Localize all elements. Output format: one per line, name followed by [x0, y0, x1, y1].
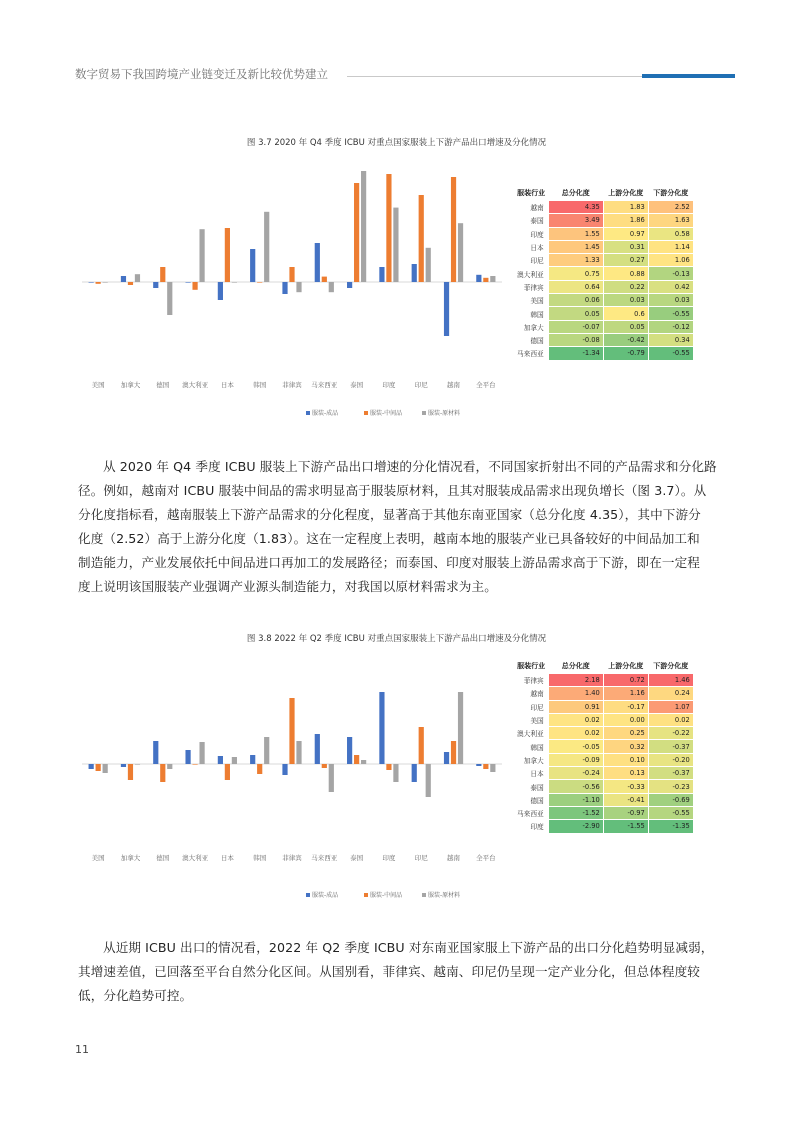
bar-1-7: [282, 282, 287, 294]
category-label: 马来西亚: [311, 854, 338, 862]
bar-2-3: [160, 764, 165, 782]
cell-total: -1.34: [548, 347, 603, 360]
bar-2-13: [483, 278, 488, 282]
bar-2-2: [128, 282, 133, 285]
table-header-cell: 下游分化度: [648, 659, 693, 674]
bar-3-10: [393, 208, 398, 282]
row-country: 澳大利亚: [514, 727, 548, 740]
bar-2-5: [225, 228, 230, 282]
cell-down: 0.03: [648, 294, 693, 307]
cell-up: 0.31: [603, 240, 648, 253]
table-row: [514, 333, 693, 346]
table-header-row: [514, 659, 693, 674]
cell-total: -1.10: [548, 793, 603, 806]
bar-3-2: [135, 274, 140, 282]
bar-2-11: [419, 195, 424, 282]
bar-2-12: [451, 741, 456, 764]
row-country: 印度: [514, 227, 548, 240]
category-label: 澳大利亚: [182, 381, 209, 389]
bar-3-4: [199, 742, 204, 764]
cell-total: 0.02: [548, 713, 603, 726]
bar-1-4: [185, 282, 190, 283]
cell-total: 0.02: [548, 727, 603, 740]
cell-up: 0.03: [603, 294, 648, 307]
cell-total: -0.07: [548, 320, 603, 333]
row-country: 加拿大: [514, 753, 548, 766]
cell-up: 1.86: [603, 214, 648, 227]
table-header-cell: 上游分化度: [603, 659, 648, 674]
cell-up: -0.17: [603, 700, 648, 713]
figure2-chart: [78, 662, 508, 924]
category-label: 印度: [382, 381, 396, 389]
legend-label-1: 服装-成品: [312, 410, 339, 417]
cell-down: 1.07: [648, 700, 693, 713]
table-row: [514, 201, 693, 214]
cell-down: -0.20: [648, 753, 693, 766]
table-row: [514, 820, 693, 833]
table-header-cell: 上游分化度: [603, 186, 648, 201]
cell-up: 0.72: [603, 674, 648, 687]
legend-swatch-3: [422, 411, 426, 415]
bar-3-12: [458, 223, 463, 282]
legend-swatch-3: [422, 893, 426, 897]
bar-1-9: [347, 282, 352, 288]
bar-1-5: [218, 756, 223, 764]
row-country: 印尼: [514, 254, 548, 267]
cell-down: -0.23: [648, 780, 693, 793]
table-row: [514, 753, 693, 766]
table-row: [514, 767, 693, 780]
cell-down: -0.22: [648, 727, 693, 740]
row-country: 韩国: [514, 740, 548, 753]
table-row: [514, 713, 693, 726]
table-row: [514, 280, 693, 293]
cell-total: 0.91: [548, 700, 603, 713]
bar-1-8: [315, 734, 320, 764]
table-row: [514, 320, 693, 333]
category-label: 日本: [220, 381, 234, 389]
bar-2-1: [96, 764, 101, 771]
table-row: [514, 674, 693, 687]
bar-2-7: [289, 267, 294, 282]
cell-up: -1.55: [603, 820, 648, 833]
paragraph-line: 分化度指标看，越南服装上下游产品需求的分化程度，显著高于其他东南亚国家（总分化度 4.35），其中下游分: [78, 507, 701, 522]
legend-swatch-2: [364, 411, 368, 415]
cell-down: 2.52: [648, 201, 693, 214]
category-label: 德国: [156, 854, 170, 862]
bar-1-1: [89, 764, 94, 769]
cell-up: 0.97: [603, 227, 648, 240]
bar-1-7: [282, 764, 287, 775]
category-label: 美国: [91, 854, 105, 862]
cell-down: -0.55: [648, 806, 693, 819]
bar-1-12: [444, 752, 449, 764]
bar-1-2: [121, 276, 126, 282]
bar-1-12: [444, 282, 449, 336]
category-label: 菲律宾: [282, 854, 302, 862]
cell-total: -0.05: [548, 740, 603, 753]
figure1-heat-table: [514, 186, 694, 361]
cell-down: 1.14: [648, 240, 693, 253]
row-country: 澳大利亚: [514, 267, 548, 280]
row-country: 越南: [514, 201, 548, 214]
row-country: 马来西亚: [514, 347, 548, 360]
bar-2-7: [289, 698, 294, 764]
bar-2-11: [419, 727, 424, 764]
bar-3-7: [296, 741, 301, 764]
row-country: 韩国: [514, 307, 548, 320]
bar-1-8: [315, 243, 320, 282]
table-row: [514, 294, 693, 307]
table-row: [514, 307, 693, 320]
cell-down: -1.35: [648, 820, 693, 833]
cell-up: 0.00: [603, 713, 648, 726]
category-label: 加拿大: [120, 381, 141, 389]
bar-2-3: [160, 267, 165, 282]
row-country: 德国: [514, 793, 548, 806]
header-accent-bar: [642, 74, 735, 78]
cell-total: 0.64: [548, 280, 603, 293]
row-country: 越南: [514, 687, 548, 700]
figure1-caption: 图 3.7 2020 年 Q4 季度 ICBU 对重点国家服装上下游产品出口增速及分化情况: [246, 138, 547, 148]
bar-2-1: [96, 282, 101, 284]
legend-swatch-2: [364, 893, 368, 897]
cell-up: -0.41: [603, 793, 648, 806]
row-country: 泰国: [514, 214, 548, 227]
bar-1-4: [185, 750, 190, 764]
bar-2-2: [128, 764, 133, 780]
bar-3-3: [167, 764, 172, 769]
paragraph-line: 径。例如，越南对 ICBU 服装中间品的需求明显高于服装原材料，且其对服装成品需求出现负增长（图 3.7）。从: [78, 483, 707, 498]
bar-2-9: [354, 183, 359, 282]
cell-total: -0.24: [548, 767, 603, 780]
bar-1-11: [412, 764, 417, 782]
header-title: 数字贸易下我国跨境产业链变迁及新比较优势建立: [75, 67, 328, 81]
cell-down: -0.12: [648, 320, 693, 333]
row-country: 印尼: [514, 700, 548, 713]
table-row: [514, 793, 693, 806]
category-label: 美国: [91, 381, 105, 389]
bar-2-12: [451, 177, 456, 282]
bar-3-11: [426, 248, 431, 282]
row-country: 美国: [514, 713, 548, 726]
row-country: 菲律宾: [514, 674, 548, 687]
legend-swatch-1: [306, 411, 310, 415]
bar-1-1: [89, 282, 94, 283]
cell-total: -2.90: [548, 820, 603, 833]
bar-1-13: [476, 764, 481, 766]
cell-total: 1.45: [548, 240, 603, 253]
bar-3-4: [199, 229, 204, 282]
table-row: [514, 267, 693, 280]
row-country: 美国: [514, 294, 548, 307]
page-number: 11: [75, 1043, 89, 1056]
table-header-row: [514, 186, 693, 201]
legend-label-2: 服装-中间品: [370, 892, 403, 899]
table-row: [514, 687, 693, 700]
category-label: 泰国: [350, 854, 364, 862]
cell-down: 0.34: [648, 333, 693, 346]
category-label: 全平台: [476, 381, 496, 389]
table-row: [514, 740, 693, 753]
cell-up: 0.27: [603, 254, 648, 267]
paragraph-line: 其增速差值，已回落至平台自然分化区间。从国别看，菲律宾、越南、印尼仍呈现一定产业分化，但总体程度较: [78, 964, 700, 979]
cell-down: -0.55: [648, 347, 693, 360]
cell-up: -0.42: [603, 333, 648, 346]
paragraph1: [78, 455, 717, 599]
bar-2-4: [192, 282, 197, 290]
category-label: 菲律宾: [282, 381, 302, 389]
table-row: [514, 347, 693, 360]
figure1-chart: [78, 160, 508, 422]
table-row: [514, 700, 693, 713]
row-country: 菲律宾: [514, 280, 548, 293]
category-label: 越南: [447, 854, 461, 862]
bar-3-6: [264, 212, 269, 282]
paragraph-line: 从近期 ICBU 出口的情况看，2022 年 Q2 季度 ICBU 对东南亚国家服上下游产品的出口分化趋势明显减弱，: [103, 940, 714, 955]
paragraph2: [78, 936, 717, 1008]
bar-2-8: [322, 277, 327, 282]
legend-label-3: 服装-原材料: [428, 892, 461, 899]
cell-down: -0.55: [648, 307, 693, 320]
cell-down: -0.69: [648, 793, 693, 806]
bar-2-5: [225, 764, 230, 780]
category-label: 印度: [382, 854, 396, 862]
bar-2-6: [257, 764, 262, 774]
table-row: [514, 727, 693, 740]
category-label: 日本: [220, 854, 234, 862]
bar-2-6: [257, 282, 262, 283]
legend-swatch-1: [306, 893, 310, 897]
cell-down: -0.13: [648, 267, 693, 280]
bar-3-5: [232, 282, 237, 283]
cell-total: 0.75: [548, 267, 603, 280]
cell-up: 0.6: [603, 307, 648, 320]
table-row: [514, 780, 693, 793]
bar-1-13: [476, 275, 481, 282]
legend-label-1: 服装-成品: [312, 892, 339, 899]
bar-1-11: [412, 264, 417, 282]
bar-3-6: [264, 737, 269, 764]
category-label: 加拿大: [120, 854, 141, 862]
bar-2-8: [322, 764, 327, 768]
bar-3-9: [361, 760, 366, 764]
bar-3-1: [103, 282, 108, 283]
bar-3-10: [393, 764, 398, 782]
legend-label-2: 服装-中间品: [370, 410, 403, 417]
bar-2-13: [483, 764, 488, 769]
category-label: 韩国: [253, 854, 267, 862]
table-header-cell: 服装行业: [514, 659, 548, 674]
row-country: 日本: [514, 767, 548, 780]
bar-1-2: [121, 764, 126, 767]
cell-down: 0.42: [648, 280, 693, 293]
row-country: 加拿大: [514, 320, 548, 333]
bar-3-3: [167, 282, 172, 315]
cell-up: -0.33: [603, 780, 648, 793]
legend-label-3: 服装-原材料: [428, 410, 461, 417]
bar-1-3: [153, 282, 158, 288]
cell-down: 1.06: [648, 254, 693, 267]
bar-3-2: [135, 764, 140, 765]
cell-up: 1.16: [603, 687, 648, 700]
cell-total: 1.40: [548, 687, 603, 700]
row-country: 日本: [514, 240, 548, 253]
bar-1-10: [379, 267, 384, 282]
cell-down: 0.24: [648, 687, 693, 700]
row-country: 印度: [514, 820, 548, 833]
cell-down: 0.58: [648, 227, 693, 240]
cell-up: 0.25: [603, 727, 648, 740]
cell-up: 0.88: [603, 267, 648, 280]
bar-3-8: [329, 764, 334, 792]
cell-total: -0.09: [548, 753, 603, 766]
paragraph-line: 制造能力，产业发展依托中间品进口再加工的发展路径；而泰国、印度对服装上游品需求高于下游，即在一定程: [78, 555, 700, 570]
category-label: 印尼: [414, 854, 428, 862]
bar-3-1: [103, 764, 108, 773]
cell-total: 1.55: [548, 227, 603, 240]
cell-down: -0.37: [648, 767, 693, 780]
cell-up: 0.05: [603, 320, 648, 333]
category-label: 韩国: [253, 381, 267, 389]
bar-2-4: [192, 764, 197, 765]
bar-3-13: [490, 276, 495, 282]
cell-up: -0.79: [603, 347, 648, 360]
cell-total: -0.56: [548, 780, 603, 793]
cell-total: 3.49: [548, 214, 603, 227]
bar-3-13: [490, 764, 495, 772]
table-row: [514, 227, 693, 240]
bar-2-10: [386, 174, 391, 282]
cell-total: 4.35: [548, 201, 603, 214]
category-label: 德国: [156, 381, 170, 389]
cell-total: 0.05: [548, 307, 603, 320]
table-header-cell: 总分化度: [548, 659, 603, 674]
bar-3-12: [458, 692, 463, 764]
bar-3-11: [426, 764, 431, 797]
cell-up: 0.32: [603, 740, 648, 753]
table-header-cell: 下游分化度: [648, 186, 693, 201]
row-country: 德国: [514, 333, 548, 346]
bar-2-10: [386, 764, 391, 770]
category-label: 越南: [447, 381, 461, 389]
cell-total: 0.06: [548, 294, 603, 307]
bar-1-6: [250, 249, 255, 282]
paragraph-line: 度上说明该国服装产业强调产业源头制造能力，对我国以原材料需求为主。: [78, 579, 497, 594]
paragraph-line: 从 2020 年 Q4 季度 ICBU 服装上下游产品出口增速的分化情况看，不同国家折射出不同的产品需求和分化路: [103, 459, 717, 474]
cell-up: -0.97: [603, 806, 648, 819]
cell-total: -1.52: [548, 806, 603, 819]
category-label: 泰国: [350, 381, 364, 389]
bar-3-9: [361, 171, 366, 282]
cell-up: 0.22: [603, 280, 648, 293]
bar-2-9: [354, 755, 359, 764]
cell-down: -0.37: [648, 740, 693, 753]
bar-3-5: [232, 757, 237, 764]
table-row: [514, 214, 693, 227]
figure2-caption: 图 3.8 2022 年 Q2 季度 ICBU 对重点国家服装上下游产品出口增速及分化情况: [246, 634, 547, 644]
cell-total: -0.08: [548, 333, 603, 346]
cell-up: 0.10: [603, 753, 648, 766]
category-label: 印尼: [414, 381, 428, 389]
bar-1-6: [250, 755, 255, 764]
table-row: [514, 806, 693, 819]
category-label: 全平台: [476, 854, 496, 862]
cell-down: 0.02: [648, 713, 693, 726]
category-label: 澳大利亚: [182, 854, 209, 862]
cell-down: 1.46: [648, 674, 693, 687]
cell-total: 1.33: [548, 254, 603, 267]
bar-1-3: [153, 741, 158, 764]
table-header-cell: 总分化度: [548, 186, 603, 201]
bar-1-10: [379, 692, 384, 764]
paragraph-line: 低，分化趋势可控。: [78, 988, 193, 1003]
paragraph-line: 化度（2.52）高于上游分化度（1.83）。这在一定程度上表明，越南本地的服装产业已具备较好的中间品加工和: [78, 531, 700, 546]
row-country: 马来西亚: [514, 806, 548, 819]
table-row: [514, 254, 693, 267]
category-label: 马来西亚: [311, 381, 338, 389]
bar-1-5: [218, 282, 223, 300]
cell-up: 0.13: [603, 767, 648, 780]
row-country: 泰国: [514, 780, 548, 793]
bar-3-8: [329, 282, 334, 292]
cell-down: 1.63: [648, 214, 693, 227]
bar-1-9: [347, 737, 352, 764]
cell-total: 2.18: [548, 674, 603, 687]
table-header-cell: 服装行业: [514, 186, 548, 201]
bar-3-7: [296, 282, 301, 292]
figure2-heat-table: [514, 659, 694, 834]
cell-up: 1.83: [603, 201, 648, 214]
table-row: [514, 240, 693, 253]
